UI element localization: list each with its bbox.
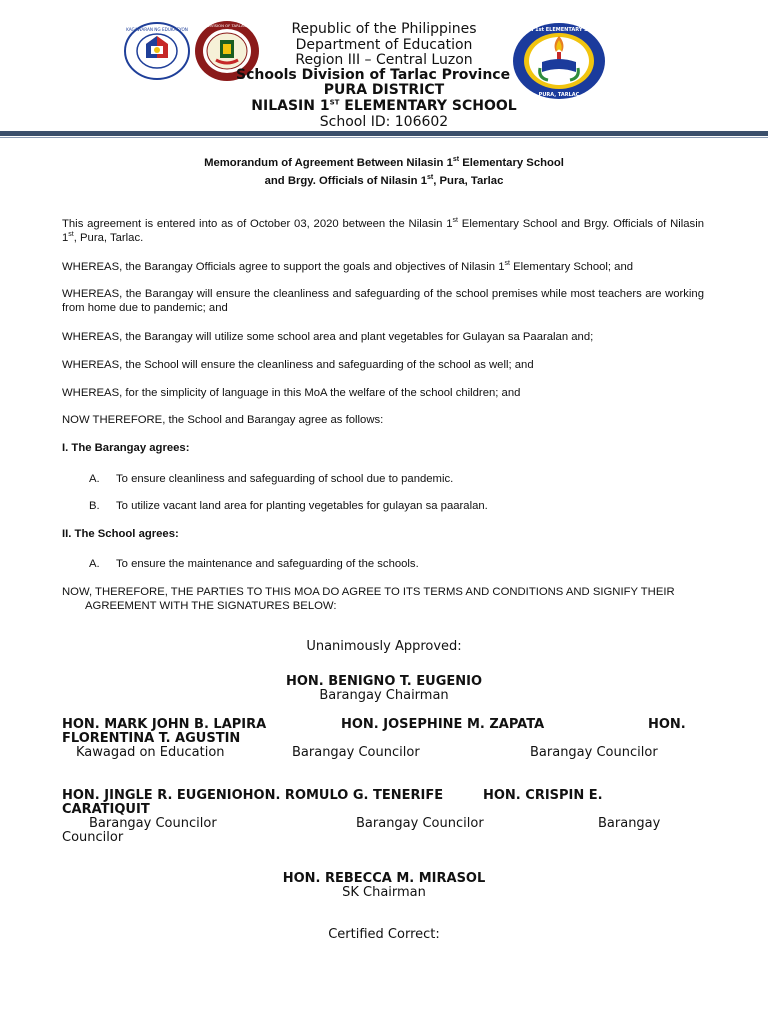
- signatory-title: Barangay: [598, 816, 661, 831]
- list-item: To ensure cleanliness and safeguarding of school due to pandemic.: [116, 473, 454, 485]
- signatory-title: Barangay Councilor: [356, 816, 484, 831]
- sk-chairman-name: HON. REBECCA M. MIRASOL: [282, 871, 486, 886]
- signatory-name-zapata: HON. JOSEPHINE M. ZAPATA: [341, 717, 545, 732]
- chairman-title: Barangay Chairman: [319, 688, 449, 703]
- section-barangay-agrees: I. The Barangay agrees:: [62, 442, 190, 454]
- whereas-5: WHEREAS, for the simplicity of language in this MoA the welfare of the school children; and: [62, 387, 521, 399]
- list-item-letter: A.: [89, 473, 100, 485]
- chairman-name: HON. BENIGNO T. EUGENIO: [285, 674, 483, 689]
- list-item-letter: A.: [89, 558, 100, 570]
- school-seal-bottom-text: PURA, TARLAC: [538, 92, 580, 98]
- signatory-name-hon: HON.: [648, 717, 686, 732]
- now-therefore: NOW THEREFORE, the School and Barangay agree as follows:: [62, 414, 384, 426]
- unanimously-approved: Unanimously Approved:: [306, 639, 462, 654]
- whereas-3: WHEREAS, the Barangay will utilize some school area and plant vegetables for Gulayan sa Paaralan and;: [62, 331, 594, 343]
- signatory-title: Barangay Councilor: [292, 745, 420, 760]
- whereas-4: WHEREAS, the School will ensure the cleanliness and safeguarding of the school as well; and: [62, 359, 534, 371]
- header-district: PURA DISTRICT: [323, 82, 445, 98]
- signatory-name-caratiquit: CARATIQUIT: [62, 802, 150, 817]
- closing-statement: NOW, THEREFORE, THE PARTIES TO THIS MOA DO AGREE TO ITS TERMS AND CONDITIONS AND SIGNIFY THEIR AGREEMENT WITH THE SIGNATURES BELOW:: [62, 586, 675, 612]
- header-region: Region III – Central Luzon: [295, 52, 473, 68]
- header-republic: Republic of the Philippines: [291, 21, 477, 37]
- whereas-1: WHEREAS, the Barangay Officials agree to support the goals and objectives of Nilasin 1st Elementary School; and: [62, 260, 634, 273]
- signatory-title: Councilor: [62, 830, 124, 845]
- list-item: To ensure the maintenance and safeguarding of the schools.: [116, 558, 419, 570]
- signatory-name-crispin: HON. CRISPIN E.: [483, 788, 603, 803]
- signatory-title: Kawagad on Education: [76, 745, 225, 760]
- header-department: Department of Education: [295, 37, 473, 53]
- deped-seal-text: KAGAWARAN NG EDUKASYON: [126, 27, 188, 32]
- list-item-letter: B.: [89, 500, 100, 512]
- signatory-title: Barangay Councilor: [530, 745, 658, 760]
- header-school-name: NILASIN 1ST ELEMENTARY SCHOOL: [251, 98, 517, 114]
- signatory-name-lapira: HON. MARK JOHN B. LAPIRA: [62, 717, 267, 732]
- header-rule-thin: [0, 137, 768, 138]
- section-school-agrees: II. The School agrees:: [62, 528, 179, 540]
- sk-chairman-title: SK Chairman: [342, 885, 426, 900]
- memo-title-line2: and Brgy. Officials of Nilasin 1st, Pura, Tarlac: [264, 174, 504, 187]
- signatory-name-agustin: FLORENTINA T. AGUSTIN: [62, 731, 241, 746]
- school-seal-top-text: NILASIN 1st ELEMENTARY SCHOOL: [510, 27, 608, 33]
- header-school-id: School ID: 106602: [319, 114, 449, 130]
- division-seal-text: SCHOOLS DIVISION OF TARLAC PROVINCE: [187, 23, 267, 28]
- certified-correct: Certified Correct:: [328, 927, 440, 942]
- header-division: Schools Division of Tarlac Province: [236, 67, 511, 83]
- memo-title-line1: Memorandum of Agreement Between Nilasin 1st Elementary School: [204, 156, 564, 169]
- signatory-title: Barangay Councilor: [89, 816, 217, 831]
- signatory-name-eugenio-tenerife: HON. JINGLE R. EUGENIOHON. ROMULO G. TENERIFE: [62, 788, 444, 803]
- list-item: To utilize vacant land area for planting vegetables for gulayan sa paaralan.: [116, 500, 488, 512]
- whereas-2: WHEREAS, the Barangay will ensure the cleanliness and safeguarding of the school premises while most teachers are working from home due to pandemic; and: [62, 288, 704, 314]
- agreement-intro: This agreement is entered into as of October 03, 2020 between the Nilasin 1st Elementary School and Brgy. Officials of Nilasin 1st, Pura, Tarlac.: [62, 217, 704, 244]
- header-rule: [0, 131, 768, 136]
